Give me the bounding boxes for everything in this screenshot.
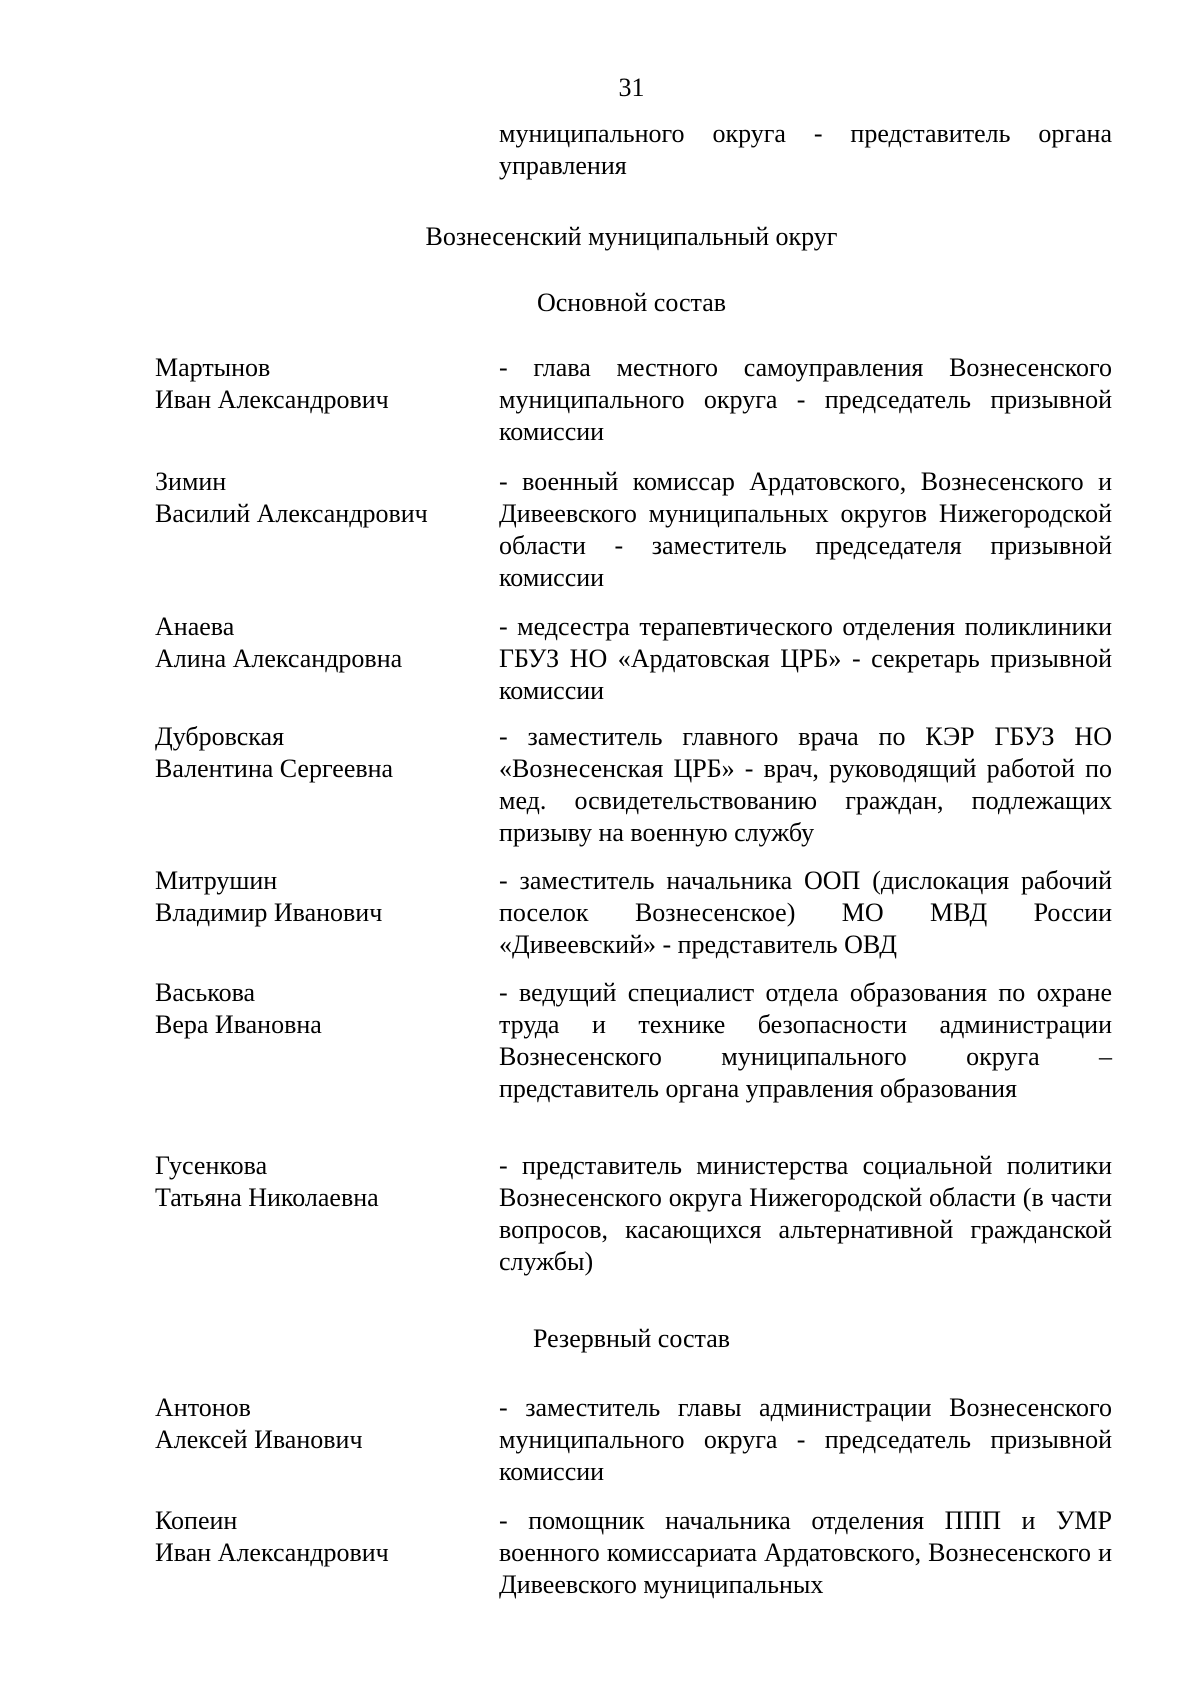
member-role: - заместитель главного врача по КЭР ГБУЗ НО «Вознесенская ЦРБ» - врач, руководящий работой по мед. освидетельствованию граждан, подлежащих призыву на военную службу	[499, 722, 1112, 847]
reserve-section-title: Резервный состав	[532, 1324, 731, 1353]
member-given-name: Иван Александрович	[155, 385, 389, 414]
member-given-name: Вера Ивановна	[155, 1010, 322, 1039]
district-title: Вознесенский муниципальный округ	[425, 222, 838, 251]
page-number: 31	[618, 73, 645, 102]
main-section-title: Основной состав	[536, 288, 727, 317]
member-name	[155, 977, 485, 1041]
continuation-text: муниципального округа - представитель органа управления	[499, 119, 1112, 180]
member-role: - военный комиссар Ардатовского, Вознесенского и Дивеевского муниципальных округов Нижегородской области - заместитель председателя призывной комиссии	[499, 467, 1112, 592]
member-name	[155, 1150, 485, 1214]
member-role: - ведущий специалист отдела образования по охране труда и технике безопасности администрации Вознесенского муниципального округа – представитель органа управления образования	[499, 978, 1112, 1103]
member-name	[155, 1505, 485, 1569]
member-name	[155, 721, 485, 785]
member-role: - глава местного самоуправления Вознесенского муниципального округа - председатель призывной комиссии	[499, 353, 1112, 446]
member-given-name: Алина Александровна	[155, 644, 403, 673]
member-given-name: Алексей Иванович	[155, 1425, 363, 1454]
member-surname: Анаева	[155, 612, 235, 641]
member-given-name: Владимир Иванович	[155, 898, 383, 927]
member-role: - помощник начальника отделения ППП и УМР военного комиссариата Ардатовского, Вознесенского и Дивеевского муниципальных	[499, 1506, 1112, 1599]
member-surname: Митрушин	[155, 866, 278, 895]
member-role: - представитель министерства социальной политики Вознесенского округа Нижегородской области (в части вопросов, касающихся альтернативной гражданской службы)	[499, 1151, 1112, 1276]
member-surname: Копеин	[155, 1506, 238, 1535]
member-surname: Мартынов	[155, 353, 271, 382]
member-given-name: Иван Александрович	[155, 1538, 389, 1567]
member-role: - заместитель начальника ООП (дислокация рабочий поселок Вознесенское) МО МВД России «Дивеевский» - представитель ОВД	[499, 866, 1112, 959]
member-name	[155, 865, 485, 929]
member-surname: Зимин	[155, 467, 227, 496]
member-name	[155, 352, 485, 416]
member-name	[155, 466, 485, 530]
member-surname: Гусенкова	[155, 1151, 268, 1180]
member-role: - медсестра терапевтического отделения поликлиники ГБУЗ НО «Ардатовская ЦРБ» - секретарь призывной комиссии	[499, 612, 1112, 705]
member-surname: Антонов	[155, 1393, 251, 1422]
member-name	[155, 611, 485, 675]
member-given-name: Татьяна Николаевна	[155, 1183, 379, 1212]
member-given-name: Валентина Сергеевна	[155, 754, 394, 783]
member-name	[155, 1392, 485, 1456]
member-surname: Дубровская	[155, 722, 285, 751]
member-surname: Васькова	[155, 978, 256, 1007]
member-role: - заместитель главы администрации Вознесенского муниципального округа - председатель призывной комиссии	[499, 1393, 1112, 1486]
member-given-name: Василий Александрович	[155, 499, 428, 528]
